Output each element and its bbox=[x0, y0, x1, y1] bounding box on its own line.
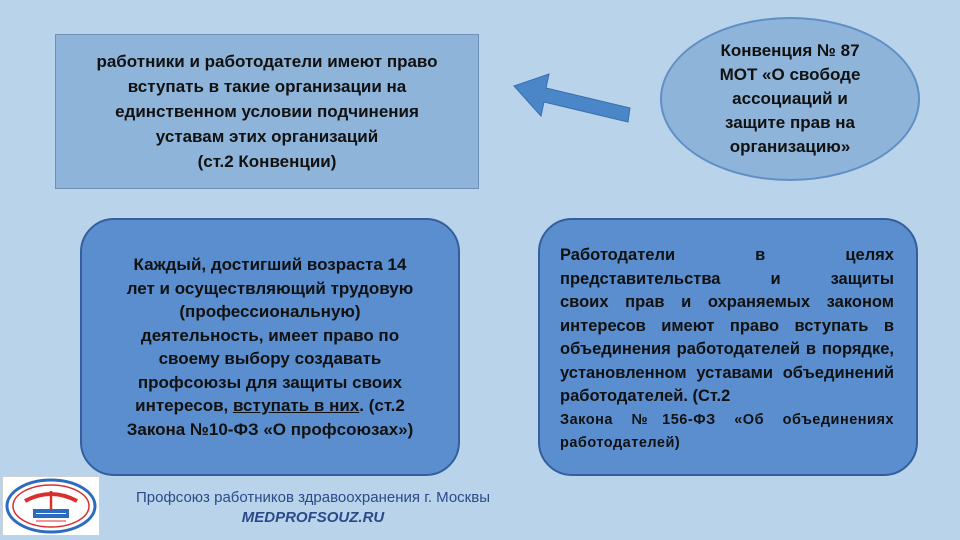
convention-line: Конвенция № 87 bbox=[720, 41, 860, 60]
trade-union-text: интересов, bbox=[135, 396, 233, 415]
employers-right-box bbox=[538, 218, 918, 476]
trade-union-line: (профессиональную) bbox=[179, 302, 361, 321]
employers-word: в bbox=[755, 246, 766, 264]
rights-line: уставам этих организаций bbox=[155, 127, 379, 146]
rights-line: работники и работодатели имеют право bbox=[96, 52, 438, 71]
employers-word: и bbox=[770, 269, 781, 288]
employers-line bbox=[560, 268, 894, 292]
join-emphasis: вступать в них bbox=[233, 396, 360, 415]
trade-union-text: . (ст.2 bbox=[359, 396, 405, 415]
convention-line: МОТ «О свободе bbox=[719, 65, 861, 84]
trade-union-reference: Закона №10-ФЗ «О профсоюзах») bbox=[126, 419, 414, 439]
trade-union-line: своему выбору создавать bbox=[158, 349, 382, 368]
footer-organization: Профсоюз работников здравоохранения г. Москвы bbox=[135, 489, 490, 506]
employers-line bbox=[560, 244, 894, 268]
employers-word: представительства bbox=[560, 269, 721, 288]
logo-emblem-icon bbox=[3, 477, 99, 535]
employers-word: защиты bbox=[830, 269, 894, 288]
convention-ellipse bbox=[660, 17, 920, 181]
left-arrow-icon bbox=[512, 66, 632, 126]
employers-reference: Закона №156-ФЗ «Об объединениях работодателей) bbox=[560, 411, 894, 451]
trade-union-line: деятельность, имеет право по bbox=[140, 325, 400, 345]
employers-body: своих прав и охраняемых законом интересов имеют право вступать в объединения работодателей в порядке, установленном уставами объединений работодателей. (Ст.2 bbox=[560, 293, 894, 405]
trade-union-line: Каждый, достигший возраста 14 bbox=[133, 255, 407, 274]
employers-word: Работодатели bbox=[560, 246, 676, 264]
trade-union-line bbox=[135, 394, 405, 418]
rights-statement-box bbox=[55, 34, 479, 189]
rights-line: (ст.2 Конвенции) bbox=[197, 152, 337, 171]
convention-line: защите прав на bbox=[725, 113, 855, 132]
union-logo bbox=[2, 476, 100, 536]
trade-union-line: лет и осуществляющий трудовую bbox=[126, 278, 414, 298]
convention-line: ассоциаций и bbox=[732, 89, 848, 108]
trade-union-line: профсоюзы для защиты своих bbox=[137, 372, 403, 392]
trade-union-right-box bbox=[80, 218, 460, 476]
employers-word: целях bbox=[845, 246, 894, 264]
rights-line: вступать в такие организации на bbox=[127, 77, 407, 96]
convention-line: организацию» bbox=[729, 137, 851, 156]
rights-line: единственном условии подчинения bbox=[115, 102, 419, 121]
website-link[interactable]: MEDPROFSOUZ.RU bbox=[241, 509, 385, 526]
footer bbox=[118, 488, 508, 528]
